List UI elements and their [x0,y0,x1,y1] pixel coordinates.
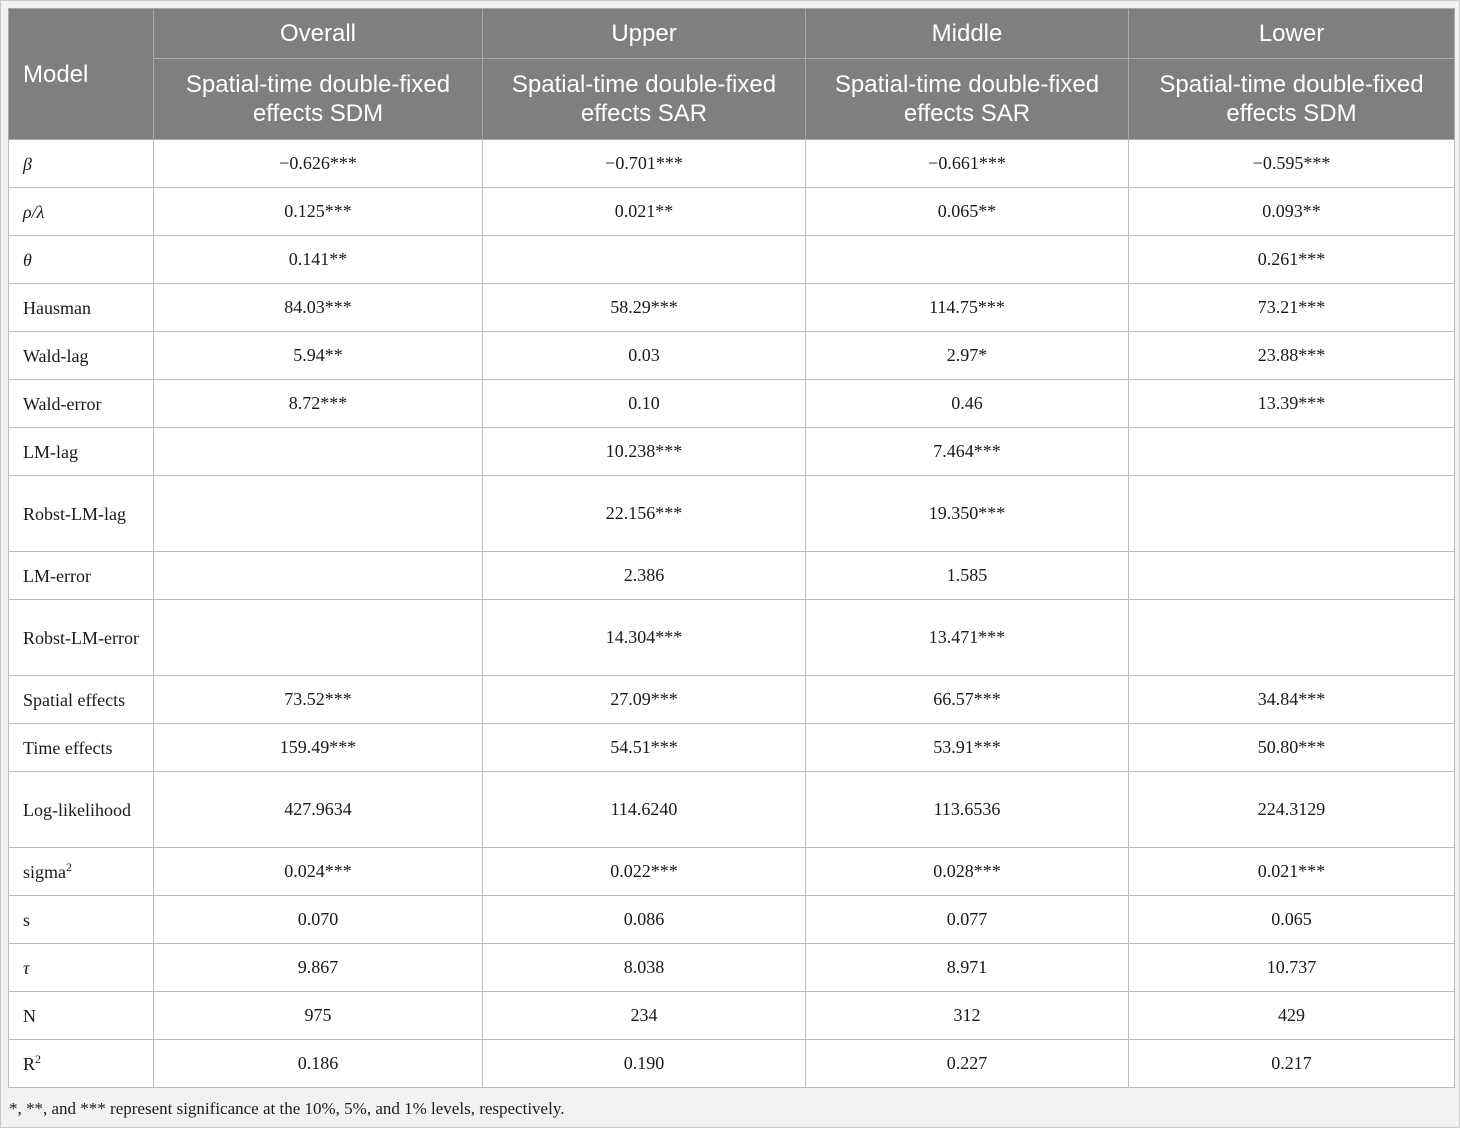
cell-upper: 114.6240 [483,772,806,848]
cell-middle: 0.46 [806,380,1129,428]
row-label: ρ/λ [9,188,154,236]
cell-overall: 0.024*** [154,848,483,896]
cell-overall: 0.141** [154,236,483,284]
header-spec-middle: Spatial-time double-fixed effects SAR [806,59,1129,140]
table-row [9,140,1455,188]
results-table [8,8,1455,1088]
cell-lower: 34.84*** [1129,676,1455,724]
row-label-superscript: 2 [66,859,72,874]
table-row [9,332,1455,380]
cell-middle: 13.471*** [806,600,1129,676]
row-label-text: sigma [23,861,66,882]
cell-middle: −0.661*** [806,140,1129,188]
cell-middle: 2.97* [806,332,1129,380]
cell-middle: 113.6536 [806,772,1129,848]
cell-upper: 14.304*** [483,600,806,676]
row-label [9,1040,154,1088]
cell-overall: 0.186 [154,1040,483,1088]
cell-overall [154,600,483,676]
cell-upper: 234 [483,992,806,1040]
cell-lower: 23.88*** [1129,332,1455,380]
header-spec-lower: Spatial-time double-fixed effects SDM [1129,59,1455,140]
cell-overall: 159.49*** [154,724,483,772]
cell-middle [806,236,1129,284]
table-row [9,944,1455,992]
cell-upper: 2.386 [483,552,806,600]
cell-lower [1129,600,1455,676]
cell-upper [483,236,806,284]
row-label: Hausman [9,284,154,332]
cell-lower: 0.021*** [1129,848,1455,896]
cell-lower: 0.093** [1129,188,1455,236]
cell-lower: 10.737 [1129,944,1455,992]
table-row [9,896,1455,944]
table-row [9,600,1455,676]
header-group-middle: Middle [806,9,1129,59]
cell-middle: 1.585 [806,552,1129,600]
cell-lower: 0.217 [1129,1040,1455,1088]
table-footnote: *, **, and *** represent significance at the 10%, 5%, and 1% levels, respectively. [9,1099,565,1118]
row-label: β [9,140,154,188]
cell-lower [1129,476,1455,552]
cell-middle: 0.065** [806,188,1129,236]
row-label-text: R [23,1053,36,1074]
cell-lower: 224.3129 [1129,772,1455,848]
cell-overall: 9.867 [154,944,483,992]
cell-lower: 50.80*** [1129,724,1455,772]
cell-upper: 10.238*** [483,428,806,476]
cell-upper: 27.09*** [483,676,806,724]
cell-upper: 0.086 [483,896,806,944]
cell-upper: −0.701*** [483,140,806,188]
cell-middle: 8.971 [806,944,1129,992]
cell-middle: 19.350*** [806,476,1129,552]
table-row [9,380,1455,428]
table-row [9,992,1455,1040]
header-group-upper: Upper [483,9,806,59]
table-row [9,724,1455,772]
cell-lower: −0.595*** [1129,140,1455,188]
cell-overall: 0.070 [154,896,483,944]
cell-middle: 312 [806,992,1129,1040]
cell-lower: 73.21*** [1129,284,1455,332]
table-row [9,772,1455,848]
table-row [9,284,1455,332]
cell-middle: 114.75*** [806,284,1129,332]
cell-upper: 22.156*** [483,476,806,552]
table-row [9,476,1455,552]
table-row [9,1040,1455,1088]
header-model: Model [9,9,154,140]
cell-lower [1129,428,1455,476]
table-row [9,552,1455,600]
cell-upper: 0.022*** [483,848,806,896]
row-label: Wald-error [9,380,154,428]
cell-overall: −0.626*** [154,140,483,188]
row-label [9,848,154,896]
cell-middle: 0.077 [806,896,1129,944]
cell-middle: 66.57*** [806,676,1129,724]
header-group-lower: Lower [1129,9,1455,59]
row-label: s [9,896,154,944]
table-row [9,676,1455,724]
cell-upper: 0.021** [483,188,806,236]
cell-overall: 5.94** [154,332,483,380]
cell-upper: 54.51*** [483,724,806,772]
header-spec-overall: Spatial-time double-fixed effects SDM [154,59,483,140]
cell-overall [154,552,483,600]
row-label: Time effects [9,724,154,772]
cell-lower: 0.065 [1129,896,1455,944]
cell-overall: 84.03*** [154,284,483,332]
table-row [9,188,1455,236]
row-label: Robst-LM-lag [9,476,154,552]
cell-middle: 53.91*** [806,724,1129,772]
row-label: Wald-lag [9,332,154,380]
cell-overall: 427.9634 [154,772,483,848]
cell-overall: 73.52*** [154,676,483,724]
cell-overall [154,428,483,476]
cell-middle: 7.464*** [806,428,1129,476]
row-label: N [9,992,154,1040]
cell-overall [154,476,483,552]
row-label: LM-lag [9,428,154,476]
table-row [9,236,1455,284]
header-group-overall: Overall [154,9,483,59]
cell-lower: 13.39*** [1129,380,1455,428]
row-label: θ [9,236,154,284]
cell-upper: 0.190 [483,1040,806,1088]
cell-middle: 0.028*** [806,848,1129,896]
row-label: τ [9,944,154,992]
cell-upper: 0.10 [483,380,806,428]
cell-upper: 8.038 [483,944,806,992]
row-label: Log-likelihood [9,772,154,848]
cell-overall: 8.72*** [154,380,483,428]
cell-lower [1129,552,1455,600]
cell-middle: 0.227 [806,1040,1129,1088]
cell-overall: 975 [154,992,483,1040]
row-label: Robst-LM-error [9,600,154,676]
cell-upper: 58.29*** [483,284,806,332]
row-label: Spatial effects [9,676,154,724]
table-row [9,428,1455,476]
cell-upper: 0.03 [483,332,806,380]
row-label-superscript: 2 [35,1051,42,1066]
cell-lower: 0.261*** [1129,236,1455,284]
header-spec-upper: Spatial-time double-fixed effects SAR [483,59,806,140]
cell-lower: 429 [1129,992,1455,1040]
row-label: LM-error [9,552,154,600]
table-row [9,848,1455,896]
cell-overall: 0.125*** [154,188,483,236]
